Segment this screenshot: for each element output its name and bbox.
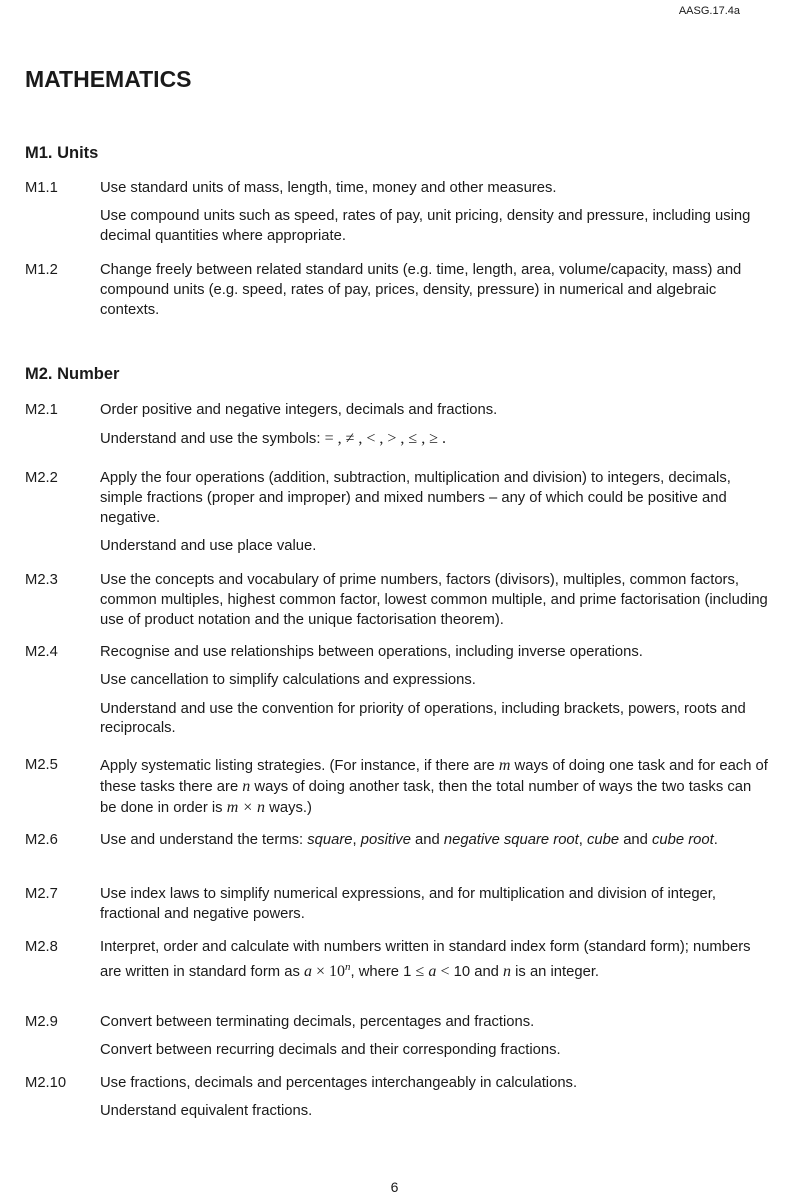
criterion-text: Understand equivalent fractions. [100,1103,313,1120]
criterion-code: M2.7 [25,886,58,902]
criterion-text: Apply systematic listing strategies. (For instance, if there are m ways of doing one task and for each of these tasks there are n ways of doing another task, then the total number of ways the two tasks can be done in order is m × n ways.) [100,757,768,816]
criterion-text: Use the concepts and vocabulary of prime numbers, factors (divisors), multiples, common factors, common multiples, highest common factor, lowest common multiple, and prime factorisation (including use of product notation and the unique factorisation theorem). [100,572,768,628]
variable-a: a [428,962,437,980]
criterion-m1-2 [25,261,770,320]
criterion-m2-3 [25,571,770,630]
term-cube: cube [587,832,620,848]
criterion-code: M1.1 [25,180,58,196]
criterion-text: Understand and use place value. [100,537,317,554]
criterion-text: Change freely between related standard units (e.g. time, length, area, volume/capacity, mass) and compound units (e.g. speed, rates of pay, prices, density, pressure) in numerical and algebraic contexts. [100,262,742,318]
page-number: 6 [390,1179,399,1195]
product-expression: m × n [226,798,266,816]
criterion-code: M2.3 [25,572,58,588]
criterion-m2-2 [25,469,770,557]
criterion-text: Convert between terminating decimals, percentages and fractions. [100,1014,535,1030]
term-negative-square-root: negative square root [443,832,579,848]
section-heading-units: M1. Units [25,144,99,162]
criterion-code: M2.6 [25,832,58,848]
term-cube-root: cube root [652,832,714,848]
criterion-m2-10 [25,1074,770,1122]
term-square: square [307,832,353,848]
exponent-n: n [345,960,351,973]
variable-n: n [503,962,512,980]
criterion-code: M2.4 [25,644,58,660]
criterion-text: Convert between recurring decimals and their corresponding fractions. [100,1042,561,1059]
variable-a: a [303,962,312,980]
page-title: MATHEMATICS [25,66,192,92]
criterion-text: Order positive and negative integers, decimals and fractions. [100,402,498,418]
criterion-m2-6 [25,831,770,851]
criterion-m1-1 [25,179,770,247]
comparison-symbols: = , ≠ , < , > , ≤ , ≥ . [324,430,446,448]
criterion-text: Understand and use the symbols: = , ≠ , < , > , ≤ , ≥ . [100,430,446,448]
criterion-m2-4 [25,643,770,739]
section-heading-number: M2. Number [25,365,120,383]
criterion-text: Use index laws to simplify numerical expressions, and for multiplication and division of integer, fractional and negative powers. [100,886,717,922]
criterion-m2-7 [25,885,770,925]
criterion-text: Apply the four operations (addition, subtraction, multiplication and division) to integers, decimals, simple fractions (proper and improper) and mixed numbers – any of which could be positive and negative. [100,470,731,526]
criterion-m2-9 [25,1013,770,1061]
criterion-code: M2.9 [25,1014,58,1030]
variable-m: m [498,757,511,774]
criterion-text: Understand and use the convention for priority of operations, including brackets, powers, roots and reciprocals. [100,700,746,737]
criterion-code: M2.5 [25,757,58,773]
criterion-text: Recognise and use relationships between operations, including inverse operations. [100,644,643,660]
criterion-text: Use and understand the terms: square, positive and negative square root, cube and cube root. [100,832,718,848]
criterion-code: M2.2 [25,470,58,486]
term-positive: positive [360,832,411,848]
criterion-text: Use standard units of mass, length, time, money and other measures. [100,180,557,196]
criterion-code: M2.10 [25,1075,67,1091]
criterion-text: Use cancellation to simplify calculations and expressions. [100,672,476,689]
variable-n: n [242,777,251,795]
criterion-m2-8 [25,938,770,983]
criterion-text: Use fractions, decimals and percentages interchangeably in calculations. [100,1075,578,1091]
criterion-text: Interpret, order and calculate with numbers written in standard index form (standard form); numbers are written in standard form as $a \times 10^n$, where 1 ≤ a < 10 and n is an integer. [100,939,751,980]
criterion-code: M1.2 [25,262,58,278]
criterion-m2-5 [25,756,770,818]
criterion-text: Use compound units such as speed, rates of pay, unit pricing, density and pressure, including using decimal quantities where appropriate. [100,208,751,245]
criterion-code: M2.1 [25,402,58,418]
criterion-code: M2.8 [25,939,58,955]
criterion-m2-1 [25,401,770,450]
document-code: AASG.17.4a [678,5,740,17]
